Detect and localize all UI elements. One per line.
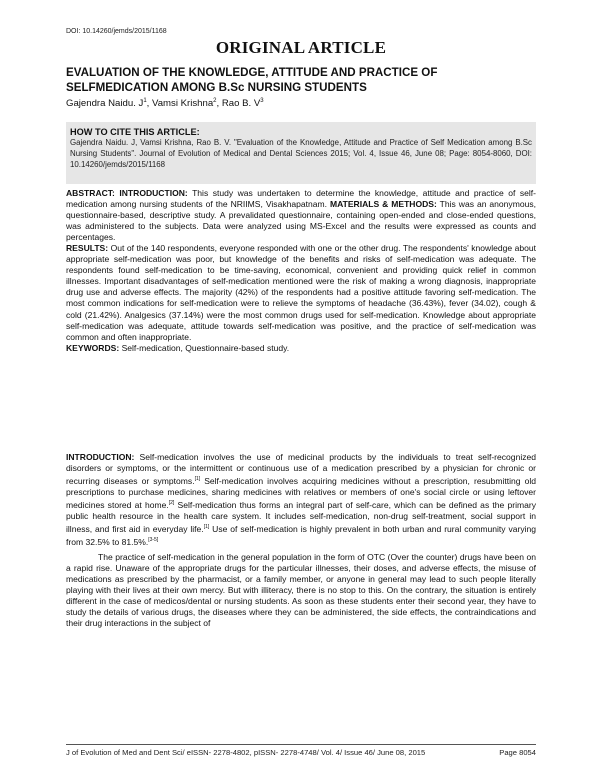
doi-line: DOI: 10.14260/jemds/2015/1168 xyxy=(66,28,167,35)
abstract-label: ABSTRACT: xyxy=(66,188,115,198)
citation-text: Gajendra Naidu. J, Vamsi Krishna, Rao B. V. "Evaluation of the Knowledge, Attitude and Practice of Self Medication among B.Sc Nursing Students". Journal of Evolution of Medical and Dental Sciences 2015; Vol. 4, Issue 46, June 08; Page: 8054-8060, DOI: 10.14260/jemds/2015/1168 xyxy=(70,138,532,169)
intro-text: Self-medication thus forms an integral part of self-care, which can be defined as the primary public health resource in the health care system. It includes self-medication, non-drug self-treatment, social support in illness, and first aid in everyday life. xyxy=(66,499,537,534)
intro-text: Self-medication involves acquiring medicines without a prescription, resubmitting old prescriptions to purchase medicines, sharing medicines with relatives or members of one's social circle or using leftover medicines stored at home. xyxy=(66,475,537,510)
citation-ref: [3-5] xyxy=(148,536,159,543)
citation-ref: [1] xyxy=(194,476,201,483)
abstract-methods-text: This was an anonymous, questionnaire-based, descriptive study. A prevalidated questionnaire, containing open-ended and close-ended questions, was administered to the subjects. Data were analyzed using MS-Excel and the results were expressed as counts and percentages. xyxy=(66,199,536,243)
author-affiliation: 3 xyxy=(260,98,264,104)
intro-label: INTRODUCTION: xyxy=(66,452,135,462)
keywords-text: Self-medication, Questionnaire-based study. xyxy=(121,342,290,353)
citation-ref: [2] xyxy=(168,500,175,507)
abstract-block xyxy=(66,188,536,354)
article-title: EVALUATION OF THE KNOWLEDGE, ATTITUDE AND PRACTICE OF SELFMEDICATION AMONG B.Sc NURSING STUDENTS xyxy=(66,66,438,94)
intro-paragraph xyxy=(66,452,536,548)
keywords-label: KEYWORDS: xyxy=(66,342,120,353)
intro-paragraph: The practice of self-medication in the general population in the form of OTC (Over the counter) drugs have been on a rapid rise. Unaware of the appropriate drugs for the particular illnesses, their doses, and adverse effects, the misuse of medications as prescribed by the pharmacist, or a family member, or anyone in general may lead to such people literally playing with their lives at their own mercy. But with illiteracy, there is no stop to this. On the contrary, the situation is entirely different in the case of medicos/dental or nursing students. As soon as these students enter their second year, they have to study the details of various drugs, the diseases where they can be administered, the side effects, the contraindications and their drug interactions in the subject of xyxy=(66,551,536,629)
author-list: Gajendra Naidu. $J^1$, Vamsi Krishna$^2$, Rao B. $V^3$ xyxy=(66,98,264,110)
citation-ref: [1] xyxy=(203,523,210,530)
author-affiliation: 2 xyxy=(213,98,217,104)
abstract-intro-label: INTRODUCTION: xyxy=(119,188,188,198)
author-name: Vamsi Krishna xyxy=(152,98,214,110)
author-affiliation: 1 xyxy=(143,98,147,104)
citation-heading: HOW TO CITE THIS ARTICLE: xyxy=(70,127,200,137)
footer-page-number: Page 8054 xyxy=(499,748,536,757)
footer-divider xyxy=(66,744,536,745)
author-name: Gajendra Naidu. J xyxy=(66,98,144,110)
page-footer xyxy=(66,748,536,757)
intro-text: Self-medication involves the use of medicinal products by the individuals to treat self-recognized disorders or symptoms, or the intermittent or continuous use of a medication prescribed by a physician for chronic or recurring diseases or symptoms. xyxy=(66,452,536,486)
introduction-section xyxy=(66,452,536,629)
abstract-results-label: RESULTS: xyxy=(66,243,109,254)
intro-text: Use of self-medication is highly prevalent in both urban and rural community varying from 32.5% to 81.5%. xyxy=(66,523,536,547)
abstract-methods-label: MATERIALS & METHODS: xyxy=(329,199,437,210)
abstract-results-text: Out of the 140 respondents, everyone responded with one or the other drug. The respondents' knowledge about appropriate self-medication was poor, but knowledge of the benefits and risks of self-medication was adequate. The respondents found self-medication to be time-saving, economical, convenient and providing quick relief in common illnesses. Important disadvantages of self-medication mentioned were the risk of making a wrong diagnosis, inappropriate drug use and adverse effects. The majority (42%) of the respondents had a positive attitude favoring self-medication. The most common indications for self-medication were to relieve the symptoms of headache (36.43%), fever (34.02), cough & cold (21.42%). Analgesics (37.14%) were the most common drugs used for self-medication. Knowledge about appropriate self-medication was adequate, attitude towards self-medication was positive, and the practice of self-medication was common and often inappropriate. xyxy=(66,243,536,342)
citation-box xyxy=(66,122,536,184)
section-title: ORIGINAL ARTICLE xyxy=(215,38,387,57)
author-name: Rao B. V xyxy=(221,98,261,110)
footer-journal: J of Evolution of Med and Dent Sci/ eISSN- 2278-4802, pISSN- 2278-4748/ Vol. 4/ Issue 46/ June 08, 2015 xyxy=(66,748,426,757)
abstract-intro-text: This study was undertaken to determine the knowledge, attitude and practice of self-medication among nursing students of the NRIIMS, Visakhapatnam. xyxy=(66,188,536,210)
